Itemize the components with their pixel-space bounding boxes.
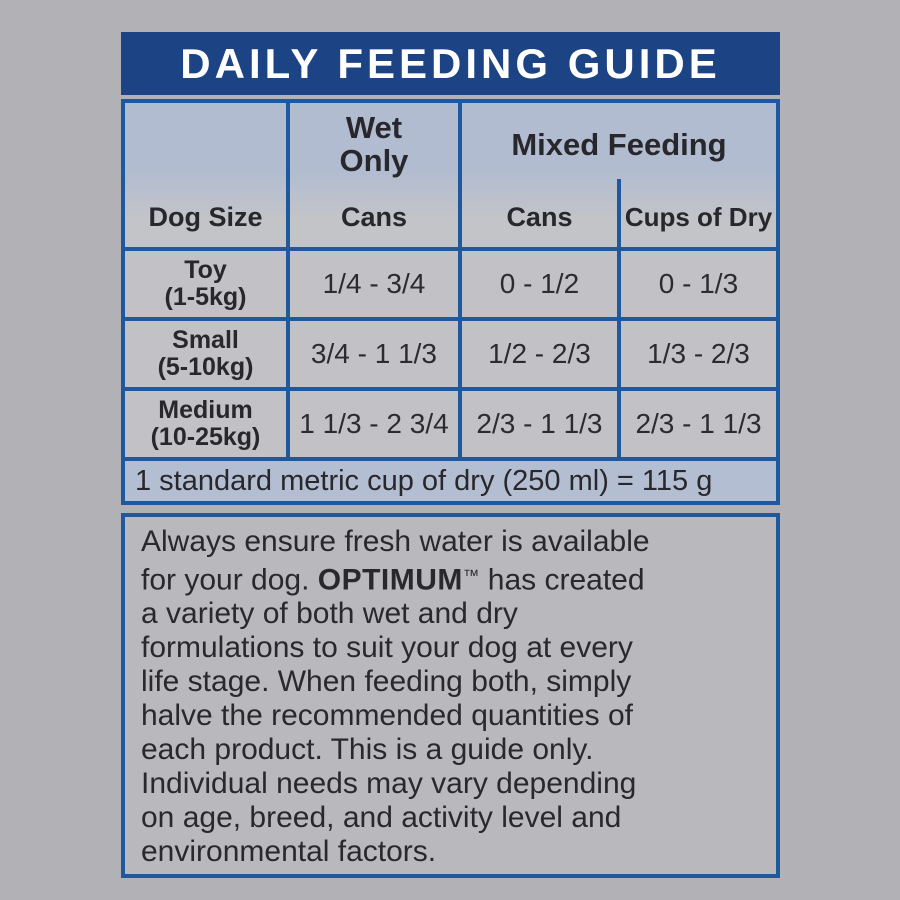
feeding-guide-label: [121, 32, 780, 878]
table-row-small: [125, 317, 776, 387]
value: 2/3 - 1 1/3: [635, 408, 762, 439]
trademark-symbol: ™: [462, 567, 480, 585]
paragraph-line: on age, breed, and activity level and: [141, 801, 622, 835]
paragraph-line: for your dog. OPTIMUM™ has created: [141, 563, 645, 597]
size-name: Small: [172, 326, 239, 354]
size-weight: (1-5kg): [164, 283, 247, 311]
paragraph-line: formulations to suit your dog at every: [141, 631, 633, 665]
paragraph-line: environmental factors.: [141, 835, 437, 869]
feeding-paragraph: [121, 513, 780, 878]
table-row-toy: [125, 247, 776, 317]
wet-cans-cell: [286, 391, 458, 457]
cups-dry-cell: [617, 391, 776, 457]
size-name: Toy: [184, 256, 227, 284]
wet-cans-label: Cans: [340, 201, 407, 232]
page-title: DAILY FEEDING GUIDE: [180, 39, 721, 87]
value: 2/3 - 1 1/3: [476, 408, 603, 439]
value: 0 - 1/3: [658, 268, 739, 299]
paragraph-line: Always ensure fresh water is available: [141, 525, 650, 558]
value: 0 - 1/2: [499, 268, 580, 299]
dog-size-cell: [125, 391, 286, 457]
header-mixed-cans: [458, 187, 617, 247]
table-row-medium: [125, 387, 776, 457]
wet-only-line2: Only: [339, 143, 409, 178]
wet-only-line1: Wet: [345, 110, 403, 146]
column-group-wet-only: [286, 103, 458, 187]
value: 1/4 - 3/4: [322, 268, 426, 299]
wet-cans-cell: [286, 251, 458, 317]
title-band: [121, 32, 780, 95]
size-weight: (10-25kg): [150, 423, 261, 451]
paragraph-line: halve the recommended quantities of: [141, 699, 633, 733]
mixed-cans-cell: [458, 251, 617, 317]
value: 1/3 - 2/3: [647, 338, 750, 369]
dog-size-cell: [125, 251, 286, 317]
value: 1 1/3 - 2 3/4: [299, 408, 449, 439]
cup-conversion-note: [125, 457, 776, 501]
size-name: Medium: [158, 396, 253, 424]
header-dog-size: [125, 187, 286, 247]
mixed-cans-cell: [458, 321, 617, 387]
size-weight: (5-10kg): [157, 353, 254, 381]
paragraph-line: each product. This is a guide only.: [141, 733, 594, 767]
value: 3/4 - 1 1/3: [310, 338, 438, 369]
paragraph-line: a variety of both wet and dry: [141, 597, 518, 631]
header-wet-cans: [286, 187, 458, 247]
column-group-mixed-feeding: [458, 103, 776, 187]
mixed-feeding-label: Mixed Feeding: [511, 127, 727, 162]
cups-dry-cell: [617, 251, 776, 317]
mixed-cans-label: Cans: [506, 201, 573, 232]
note-text: 1 standard metric cup of dry (250 ml) = 115 g: [135, 464, 713, 497]
mixed-cans-cell: [458, 391, 617, 457]
paragraph-line: Individual needs may vary depending: [141, 767, 637, 801]
paragraph-line: life stage. When feeding both, simply: [141, 665, 632, 699]
dog-size-cell: [125, 321, 286, 387]
table-header: [125, 103, 776, 247]
header-cups-of-dry: [617, 187, 776, 247]
feeding-table: [121, 99, 780, 505]
cups-dry-cell: [617, 321, 776, 387]
cups-of-dry-label: Cups of Dry: [624, 201, 773, 232]
wet-cans-cell: [286, 321, 458, 387]
dog-size-label: Dog Size: [148, 201, 263, 232]
value: 1/2 - 2/3: [488, 338, 591, 369]
